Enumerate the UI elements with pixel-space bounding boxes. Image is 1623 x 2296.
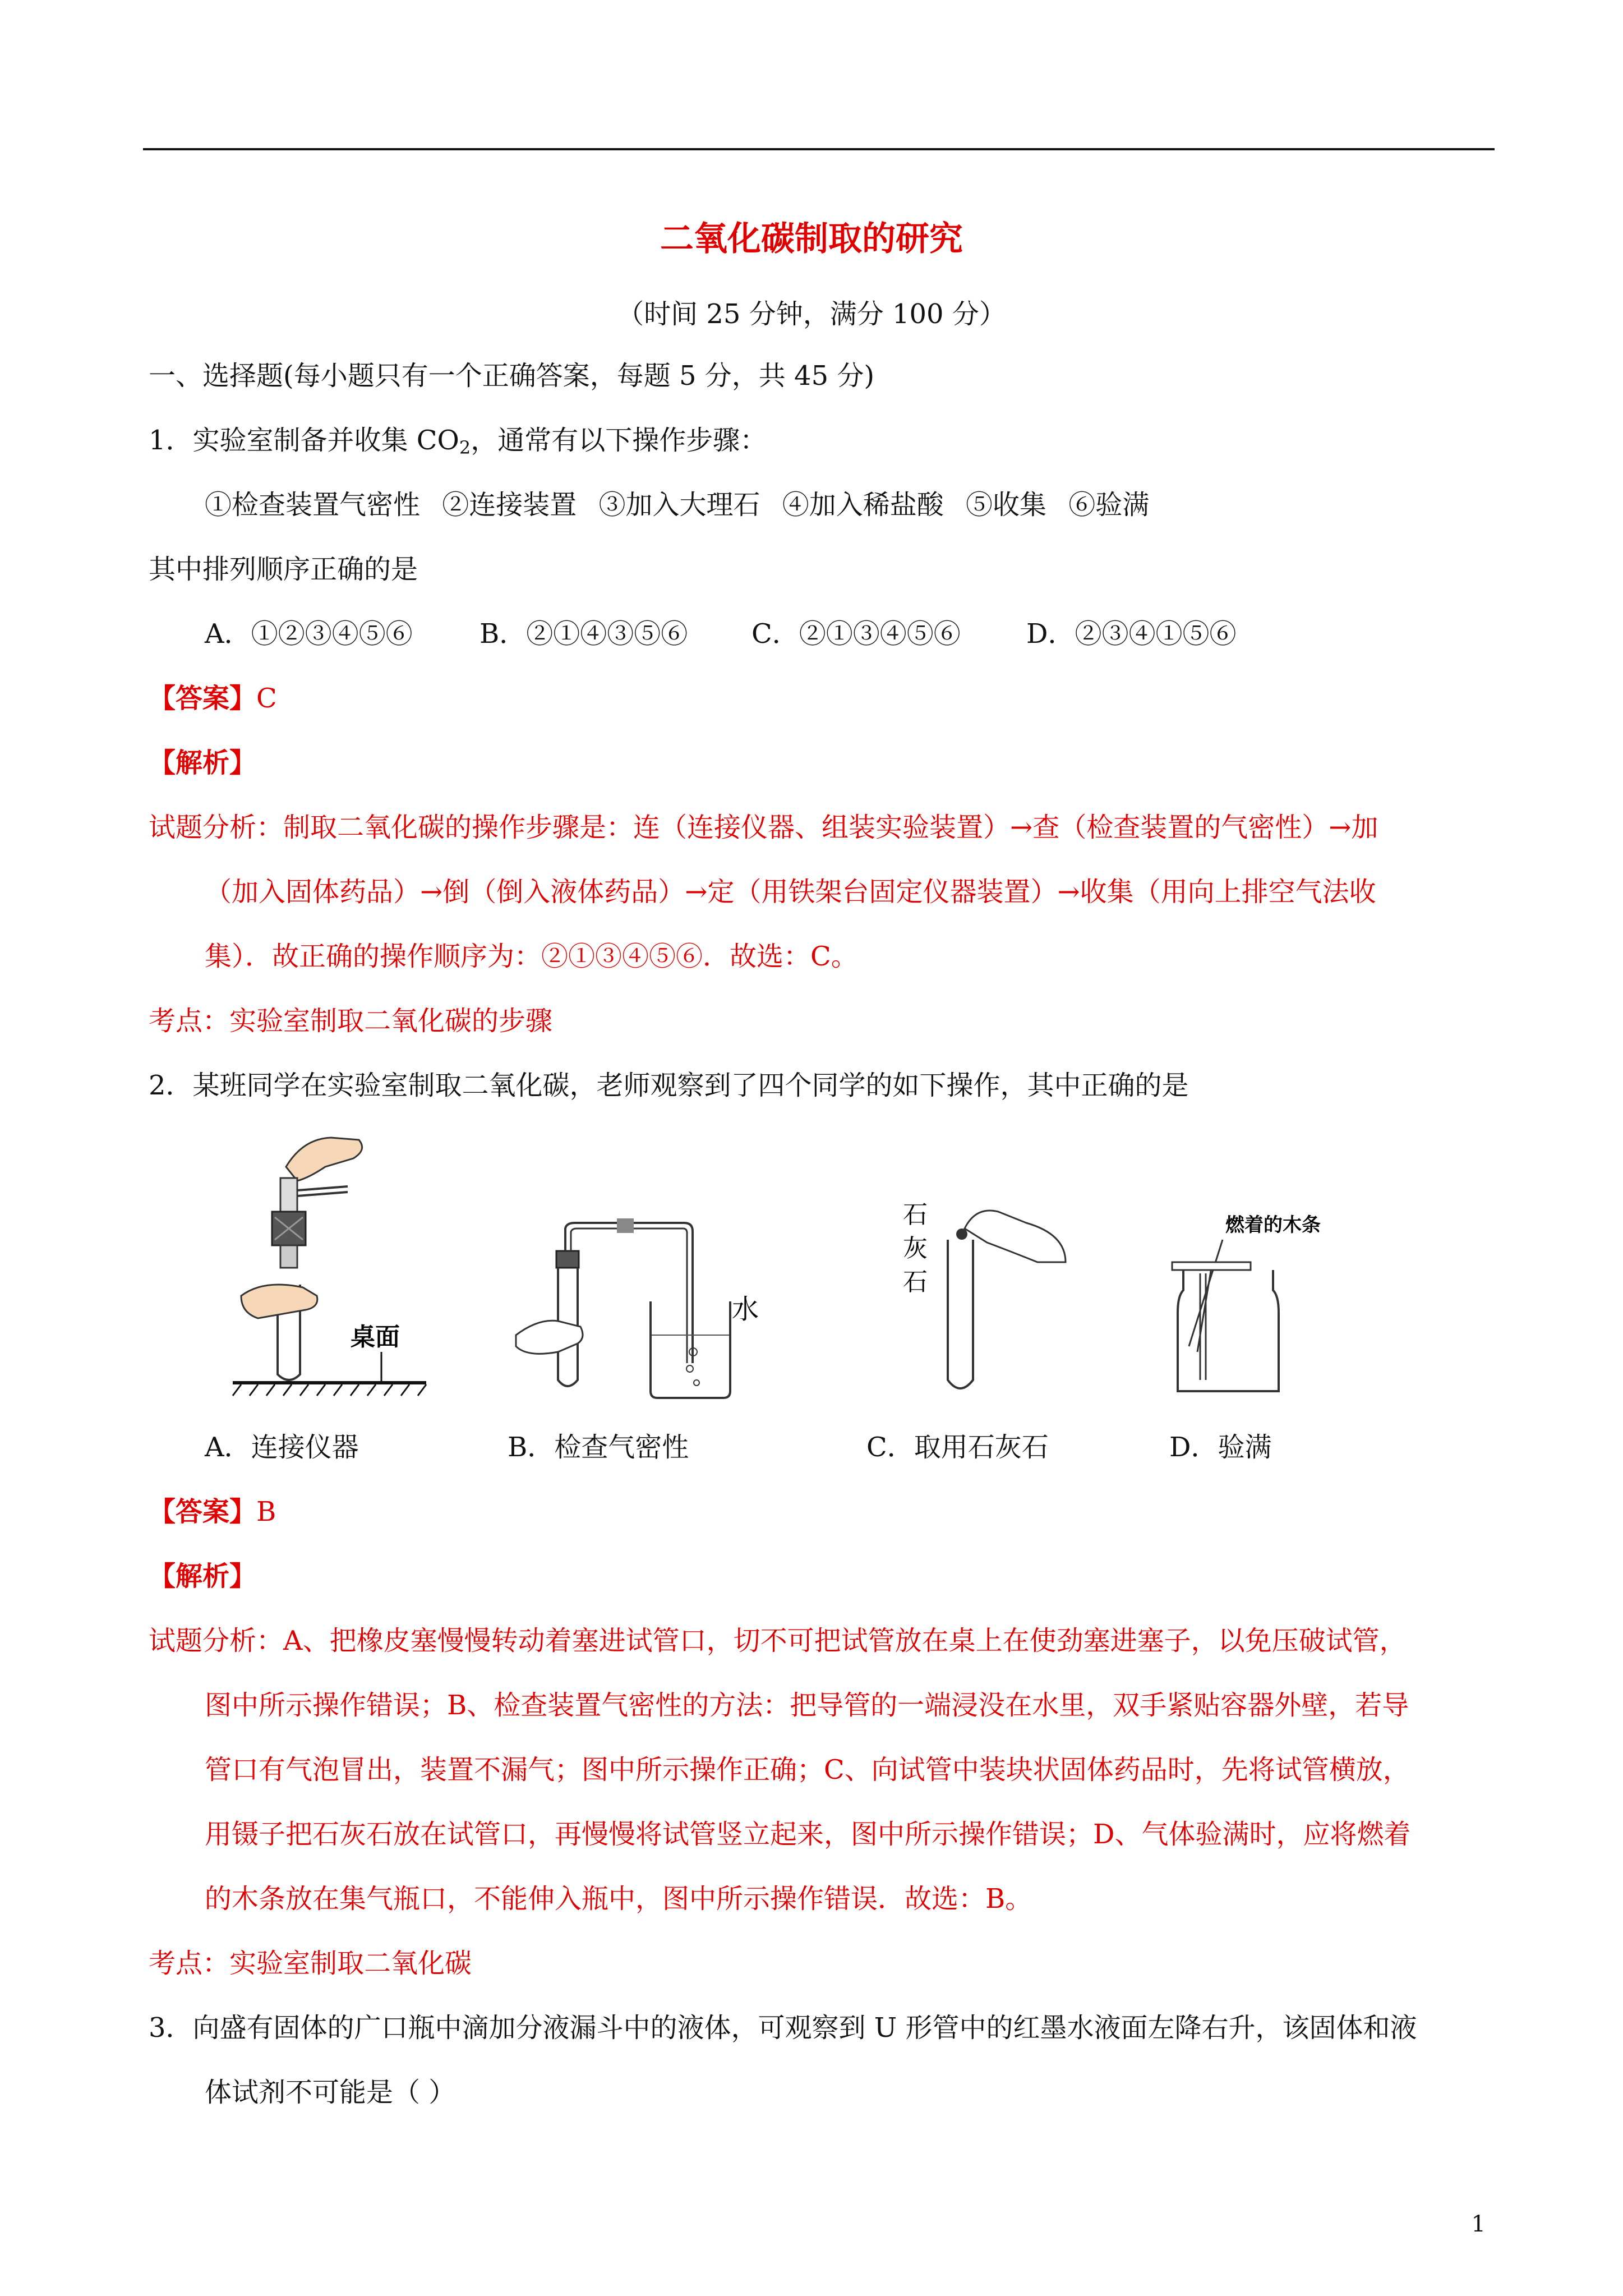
q1-steps: ①检查装置气密性 ②连接装置 ③加入大理石 ④加入稀盐酸 ⑤收集 ⑥验满 xyxy=(205,489,1150,521)
limestone-label-1: 石 xyxy=(903,1200,928,1229)
q2-knowledge-point: 考点：实验室制取二氧化碳 xyxy=(149,1948,472,1979)
section-heading: 一、选择题(每小题只有一个正确答案，每题 5 分，共 45 分) xyxy=(149,360,875,392)
q2-analysis-line-3: 管口有气泡冒出，装置不漏气；图中所示操作正确；C、向试管中装块状固体药品时，先将试管横放， xyxy=(205,1754,1410,1786)
q2-analysis-label: 【解析】 xyxy=(149,1561,257,1592)
q2-caption-d: D．验满 xyxy=(1169,1432,1272,1463)
q1-knowledge-point: 考点：实验室制取二氧化碳的步骤 xyxy=(149,1005,553,1037)
q2-analysis-line-4: 用镊子把石灰石放在试管口，再慢慢将试管竖立起来，图中所示操作错误；D、气体验满时，应将燃着 xyxy=(205,1819,1411,1850)
q2-stem: 2．某班同学在实验室制取二氧化碳，老师观察到了四个同学的如下操作，其中正确的是 xyxy=(149,1070,1189,1101)
q1-analysis-line-1: 试题分析：制取二氧化碳的操作步骤是：连（连接仪器、组装实验装置）→查（检查装置的气密性）→加 xyxy=(149,812,1378,843)
figure-b-airtightness-check xyxy=(505,1217,763,1402)
desk-label: 桌面 xyxy=(351,1323,400,1351)
q2-caption-c: C．取用石灰石 xyxy=(866,1432,1049,1463)
q1-option-d: D．②③④①⑤⑥ xyxy=(1026,618,1237,650)
limestone-label-3: 石 xyxy=(903,1268,928,1296)
q3-stem-line-2: 体试剂不可能是（ ） xyxy=(205,2077,456,2108)
q2-analysis-line-1: 试题分析：A、把橡皮塞慢慢转动着塞进试管口，切不可把试管放在桌上在使劲塞进塞子，以免压破试管， xyxy=(149,1625,1407,1657)
q1-option-b: B．②①④③⑤⑥ xyxy=(479,618,688,650)
q2-answer: 【答案】B xyxy=(149,1496,276,1527)
q1-analysis-line-3: 集）．故正确的操作顺序为：②①③④⑤⑥．故选：C。 xyxy=(205,941,858,972)
figure-a-connect-instrument xyxy=(219,1128,443,1397)
figure-c-take-limestone xyxy=(897,1189,1077,1402)
q3-stem-line-1: 3．向盛有固体的广口瓶中滴加分液漏斗中的液体，可观察到 U 形管中的红墨水液面左降右升，该固体和液 xyxy=(149,2012,1417,2044)
burning-stick-label: 燃着的木条 xyxy=(1225,1214,1321,1236)
q2-caption-b: B．检查气密性 xyxy=(508,1432,689,1463)
q2-caption-a: A．连接仪器 xyxy=(205,1432,359,1463)
page-number: 1 xyxy=(1471,2211,1486,2237)
subtitle: （时间 25 分钟，满分 100 分） xyxy=(617,298,1006,330)
q1-analysis-label: 【解析】 xyxy=(149,747,257,779)
q1-stem: 1．实验室制备并收集 $CO_2$，通常有以下操作步骤： xyxy=(149,425,767,458)
header-rule xyxy=(143,148,1495,150)
q1-option-a: A．①②③④⑤⑥ xyxy=(205,618,413,650)
q1-ask: 其中排列顺序正确的是 xyxy=(149,554,418,585)
q1-answer: 【答案】C xyxy=(149,683,277,714)
page-title: 二氧化碳制取的研究 xyxy=(660,219,963,259)
limestone-label-2: 灰 xyxy=(903,1234,928,1263)
water-label: 水 xyxy=(732,1294,759,1325)
q1-analysis-line-2: （加入固体药品）→倒（倒入液体药品）→定（用铁架台固定仪器装置）→收集（用向上排空气法收 xyxy=(205,876,1376,908)
q2-analysis-line-5: 的木条放在集气瓶口，不能伸入瓶中，图中所示操作错误．故选：B。 xyxy=(205,1883,1032,1915)
figure-d-check-full xyxy=(1166,1206,1368,1402)
q2-analysis-line-2: 图中所示操作错误；B、检查装置气密性的方法：把导管的一端浸没在水里，双手紧贴容器外壁，若导 xyxy=(205,1690,1409,1721)
q1-option-c: C．②①③④⑤⑥ xyxy=(751,618,961,650)
